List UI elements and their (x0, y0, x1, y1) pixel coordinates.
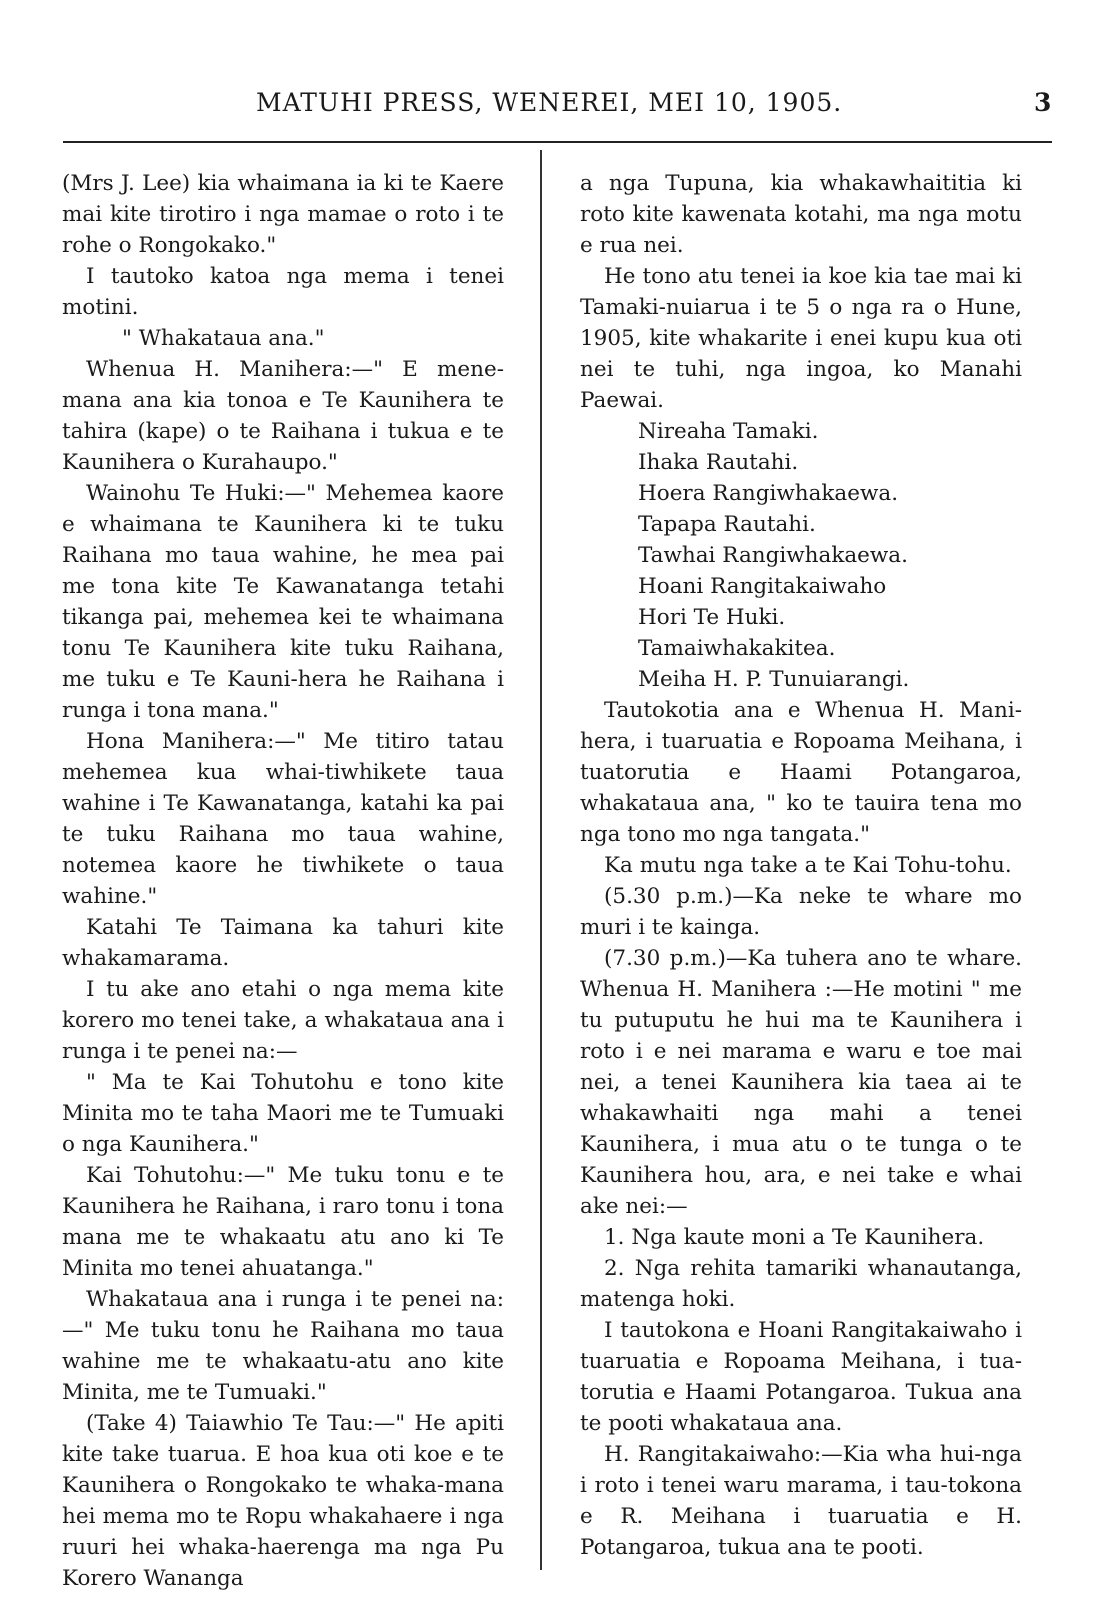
paragraph: (7.30 p.m.)—Ka tuhera ano te whare. Whenua H. Manihera :—He motini " me tu putuputu he hui ma te Kaunihera i roto i e nei marama e waru e toe mai nei, a tenei Kaunihera kia taea ai te whakawhaiti nga mahi a tenei Kaunihera, i mua atu o te tunga o te Kaunihera hou, ara, e nei take e whai ake nei:— (580, 946, 1022, 1219)
paragraph: " Ma te Kai Tohutohu e tono kite Minita mo te taha Maori me te Tumuaki o nga Kaunihera." (62, 1070, 504, 1157)
page-number: 3 (1034, 88, 1052, 117)
paragraph: I tautoko katoa nga mema i tenei motini. (62, 264, 504, 320)
header-rule (63, 141, 1052, 143)
signatory-name: Hori Te Huki. (638, 605, 786, 630)
paragraph: I tu ake ano etahi o nga mema kite korero mo tenei take, a whakataua ana i runga i te penei na:— (62, 977, 504, 1064)
paragraph: " Whakataua ana." (122, 326, 325, 351)
list-item: 1. Nga kaute moni a Te Kaunihera. (604, 1225, 985, 1250)
list-item: 2. Nga rehita tamariki whanautanga, matenga hoki. (580, 1256, 1022, 1312)
paragraph: Whakataua ana i runga i te penei na:—" Me tuku tonu he Raihana mo taua wahine me te whakaatu-atu ano kite Minita, me te Tumuaki." (62, 1287, 504, 1405)
paragraph: Whenua H. Manihera:—" E mene-mana ana kia tonoa e Te Kaunihera te tahira (kape) o te Raihana i tukua e te Kaunihera o Kurahaupo." (62, 357, 504, 475)
column-divider (540, 150, 542, 1570)
paragraph: I tautokona e Hoani Rangitakaiwaho i tuaruatia e Ropoama Meihana, i tua-torutia e Haami Potangaroa. Tukua ana te pooti whakataua ana. (580, 1318, 1022, 1436)
signatory-name: Tapapa Rautahi. (638, 512, 816, 537)
paragraph: Wainohu Te Huki:—" Mehemea kaore e whaimana te Kaunihera ki te tuku Raihana mo taua wahine, he mea pai me tona kite Te Kawanatanga tetahi tikanga pai, mehemea kei te whaimana tonu Te Kaunihera kite tuku Raihana, me tuku e Te Kauni-hera he Raihana i runga i tona mana." (62, 481, 504, 723)
paragraph: (Mrs J. Lee) kia whaimana ia ki te Kaere mai kite tirotiro i nga mamae o roto i te rohe o Rongokako." (62, 171, 504, 258)
paragraph: (Take 4) Taiawhio Te Tau:—" He apiti kite take tuarua. E hoa kua oti koe e te Kaunihera o Rongokako te whaka-mana hei mema mo te Ropu whakahaere i nga ruuri hei whaka-haerenga ma nga Pu Korero Wananga (62, 1411, 504, 1591)
signatory-name: Hoani Rangitakaiwaho (638, 574, 887, 599)
signatory-name: Ihaka Rautahi. (638, 450, 799, 475)
signatory-name: Nireaha Tamaki. (638, 419, 819, 444)
paragraph: Tautokotia ana e Whenua H. Mani-hera, i tuaruatia e Ropoama Meihana, i tuatorutia e Haami Potangaroa, whakataua ana, " ko te tauira tena mo nga tono mo nga tangata." (580, 698, 1022, 847)
page-header (0, 88, 1114, 128)
paragraph: Ka mutu nga take a te Kai Tohu-tohu. (604, 853, 1012, 878)
paragraph: (5.30 p.m.)—Ka neke te whare mo muri i te kainga. (580, 884, 1022, 940)
paragraph: Hona Manihera:—" Me titiro tatau mehemea kua whai-tiwhikete taua wahine i Te Kawanatanga, katahi ka pai te tuku Raihana mo taua wahine, notemea kaore he tiwhikete o taua wahine." (62, 729, 504, 909)
left-column (62, 168, 504, 1594)
newspaper-title: MATUHI PRESS, WENEREI, MEI 10, 1905. (256, 88, 843, 117)
signatory-name: Meiha H. P. Tunuiarangi. (638, 667, 910, 692)
paragraph: Katahi Te Taimana ka tahuri kite whakamarama. (62, 915, 504, 971)
signatory-name: Tawhai Rangiwhakaewa. (638, 543, 908, 568)
signatory-name: Tamaiwhakakitea. (638, 636, 836, 661)
signatory-name: Hoera Rangiwhakaewa. (638, 481, 899, 506)
paragraph: H. Rangitakaiwaho:—Kia wha hui-nga i roto i tenei waru marama, i tau-tokona e R. Meihana i tuaruatia e H. Potangaroa, tukua ana te pooti. (580, 1442, 1022, 1560)
right-column (580, 168, 1022, 1563)
paragraph: He tono atu tenei ia koe kia tae mai ki Tamaki-nuiarua i te 5 o nga ra o Hune, 1905, kite whakarite i enei kupu kua oti nei te tuhi, nga ingoa, ko Manahi Paewai. (580, 264, 1022, 413)
paragraph: a nga Tupuna, kia whakawhaititia ki roto kite kawenata kotahi, ma nga motu e rua nei. (580, 171, 1022, 258)
paragraph: Kai Tohutohu:—" Me tuku tonu e te Kaunihera he Raihana, i raro tonu i tona mana me te whakaatu atu ano ki Te Minita mo tenei ahuatanga." (62, 1163, 504, 1281)
